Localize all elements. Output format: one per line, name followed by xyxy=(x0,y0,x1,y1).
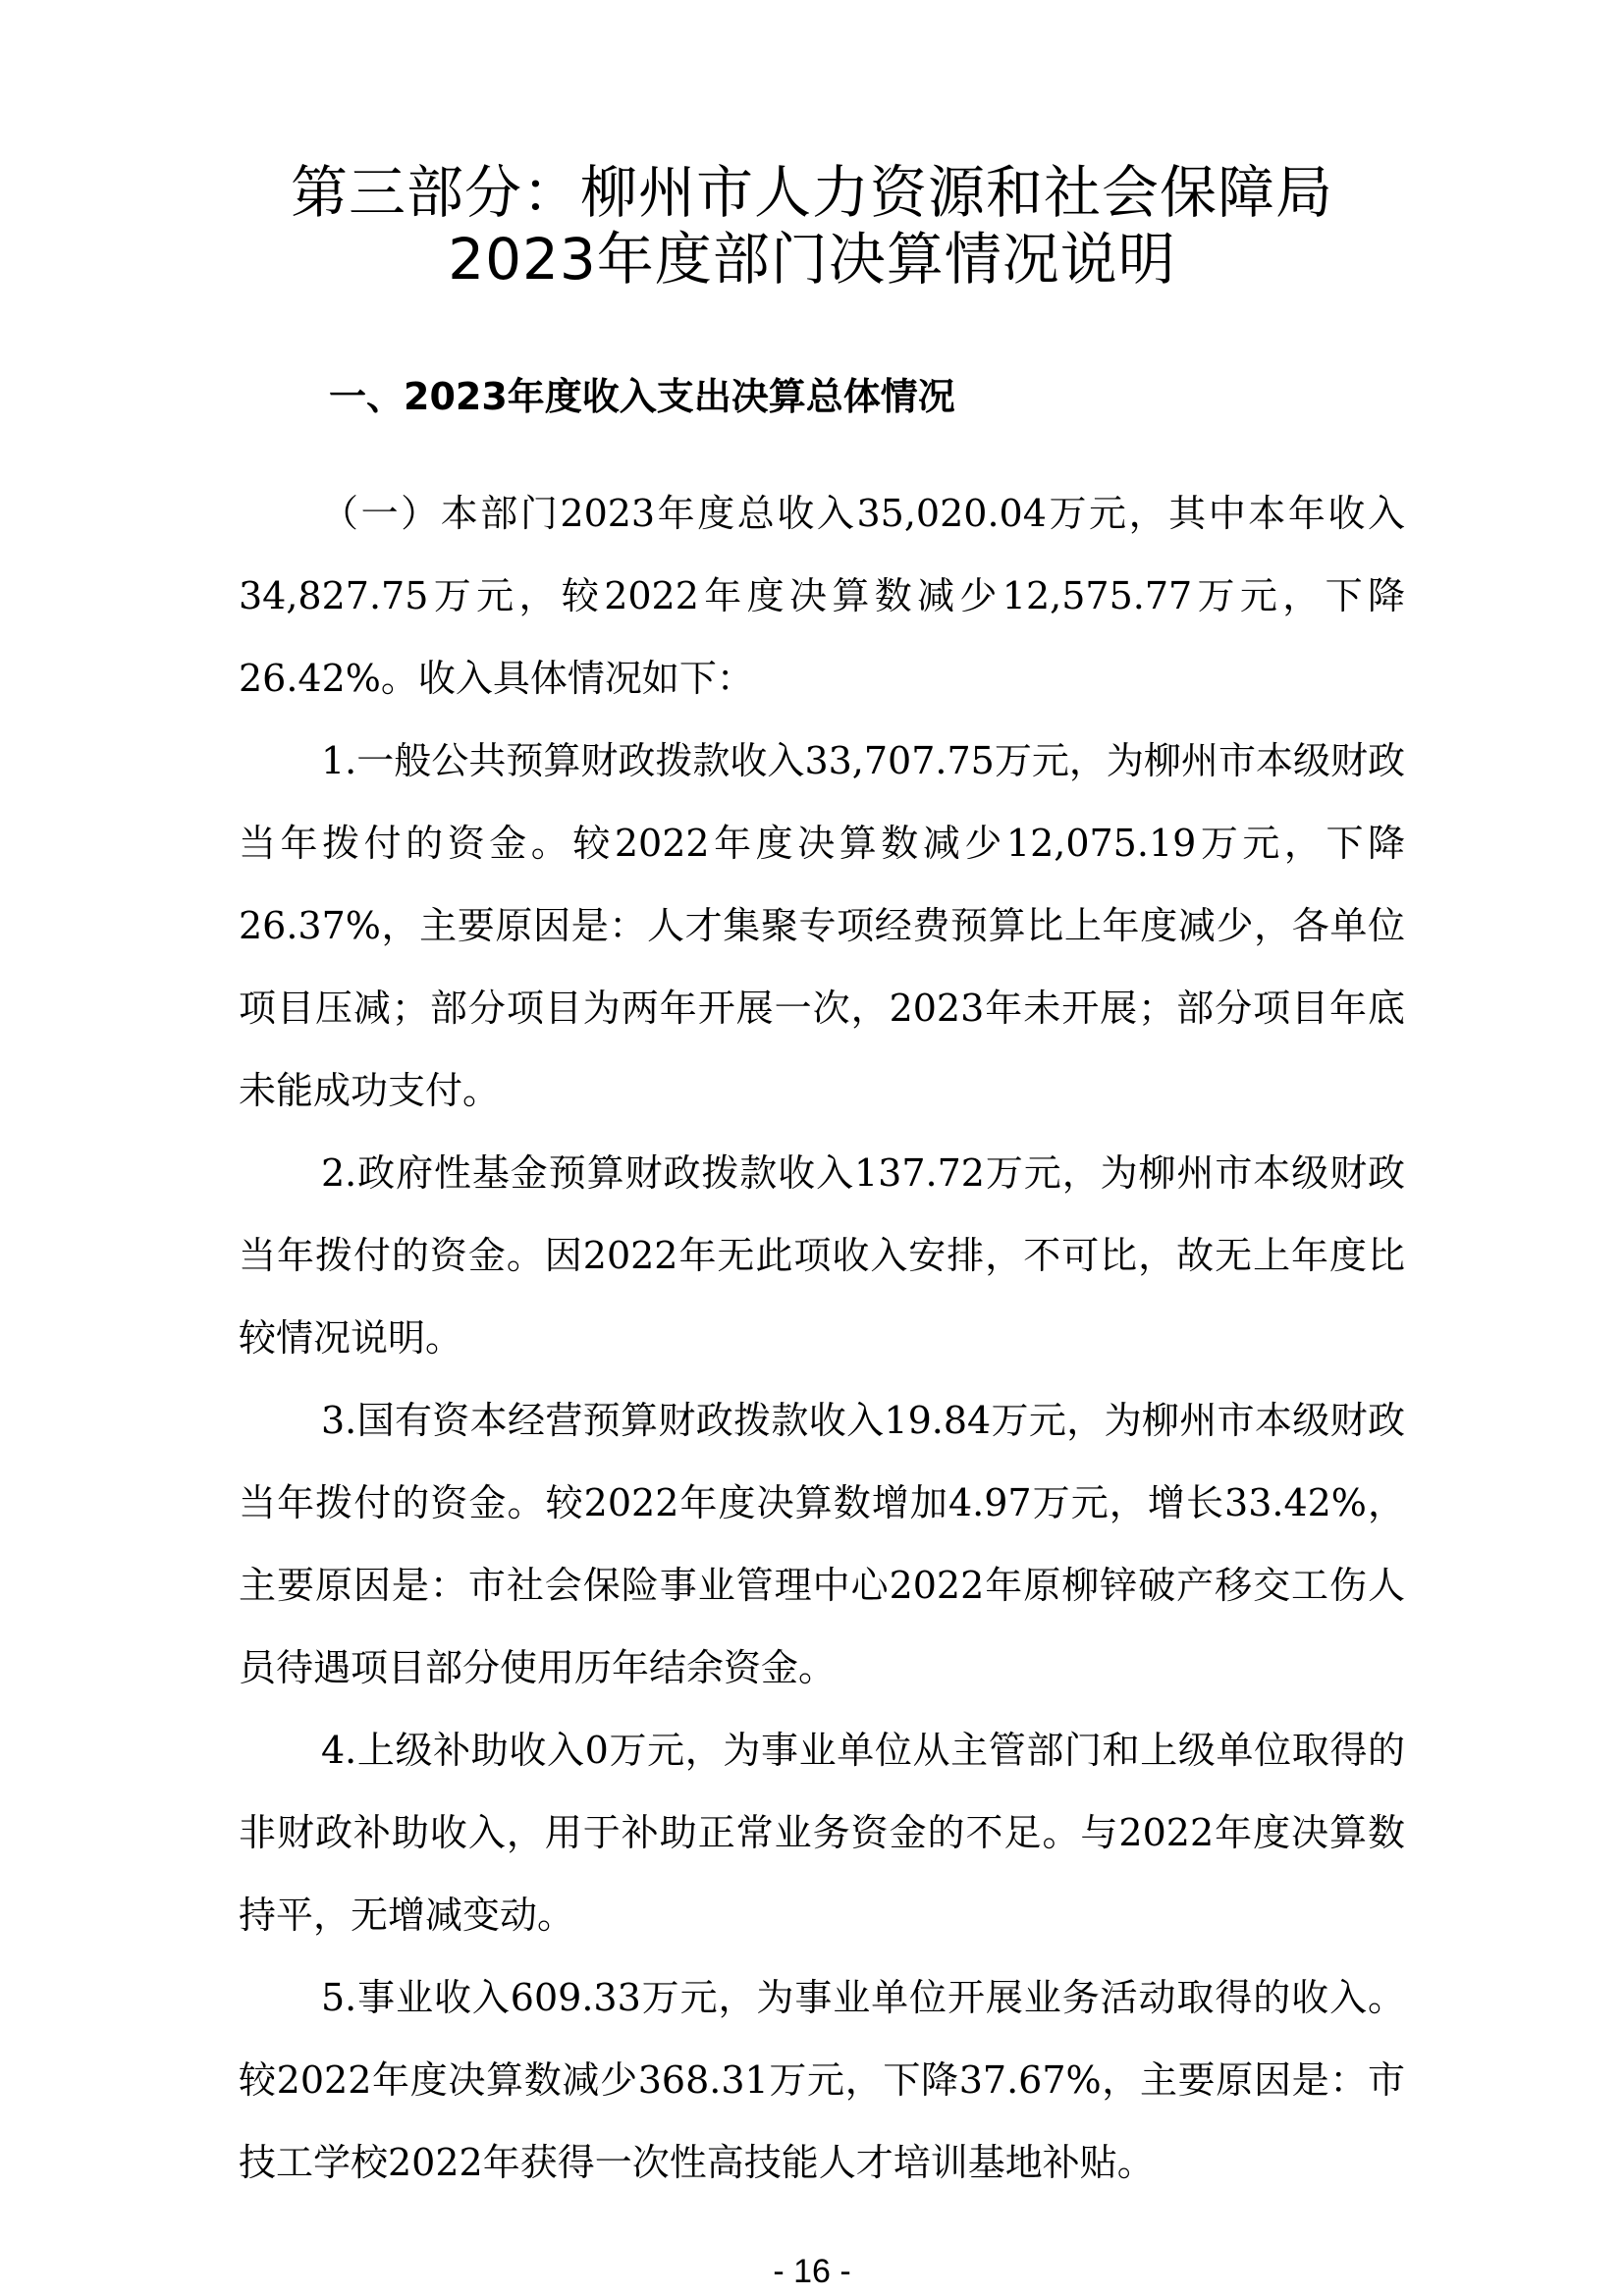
paragraph-general-budget: 1.一般公共预算财政拨款收入33,707.75万元，为柳州市本级财政当年拨付的资金。较2022年度决算数减少12,075.19万元，下降26.37%，主要原因是：人才集聚专项经费预算比上年度减少，各单位项目压减；部分项目为两年开展一次，2023年未开展；部分项目年底未能成功支付。 xyxy=(239,739,1405,1112)
paragraph-business-income: 5.事业收入609.33万元，为事业单位开展业务活动取得的收入。较2022年度决算数减少368.31万元，下降37.67%，主要原因是：市技工学校2022年获得一次性高技能人才培训基地补贴。 xyxy=(239,1976,1405,2184)
paragraph-state-capital: 3.国有资本经营预算财政拨款收入19.84万元，为柳州市本级财政当年拨付的资金。较2022年度决算数增加4.97万元，增长33.42%，主要原因是：市社会保险事业管理中心2022年原柳锌破产移交工伤人员待遇项目部分使用历年结余资金。 xyxy=(239,1399,1405,1689)
page-number: - 16 - xyxy=(773,2253,851,2290)
section-heading: 一、2023年度收入支出决算总体情况 xyxy=(329,375,955,418)
page-title-line2: 2023年度部门决算情况说明 xyxy=(448,226,1176,293)
page-title-line1: 第三部分：柳州市人力资源和社会保障局 xyxy=(290,159,1333,226)
paragraph-government-fund: 2.政府性基金预算财政拨款收入137.72万元，为柳州市本级财政当年拨付的资金。因2022年无此项收入安排，不可比，故无上年度比较情况说明。 xyxy=(239,1151,1405,1360)
paragraph-superior-subsidy: 4.上级补助收入0万元，为事业单位从主管部门和上级单位取得的非财政补助收入，用于补助正常业务资金的不足。与2022年度决算数持平，无增减变动。 xyxy=(239,1729,1405,1937)
paragraph-total-income: （一）本部门2023年度总收入35,020.04万元，其中本年收入34,827.75万元，较2022年度决算数减少12,575.77万元，下降26.42%。收入具体情况如下： xyxy=(239,492,1405,700)
